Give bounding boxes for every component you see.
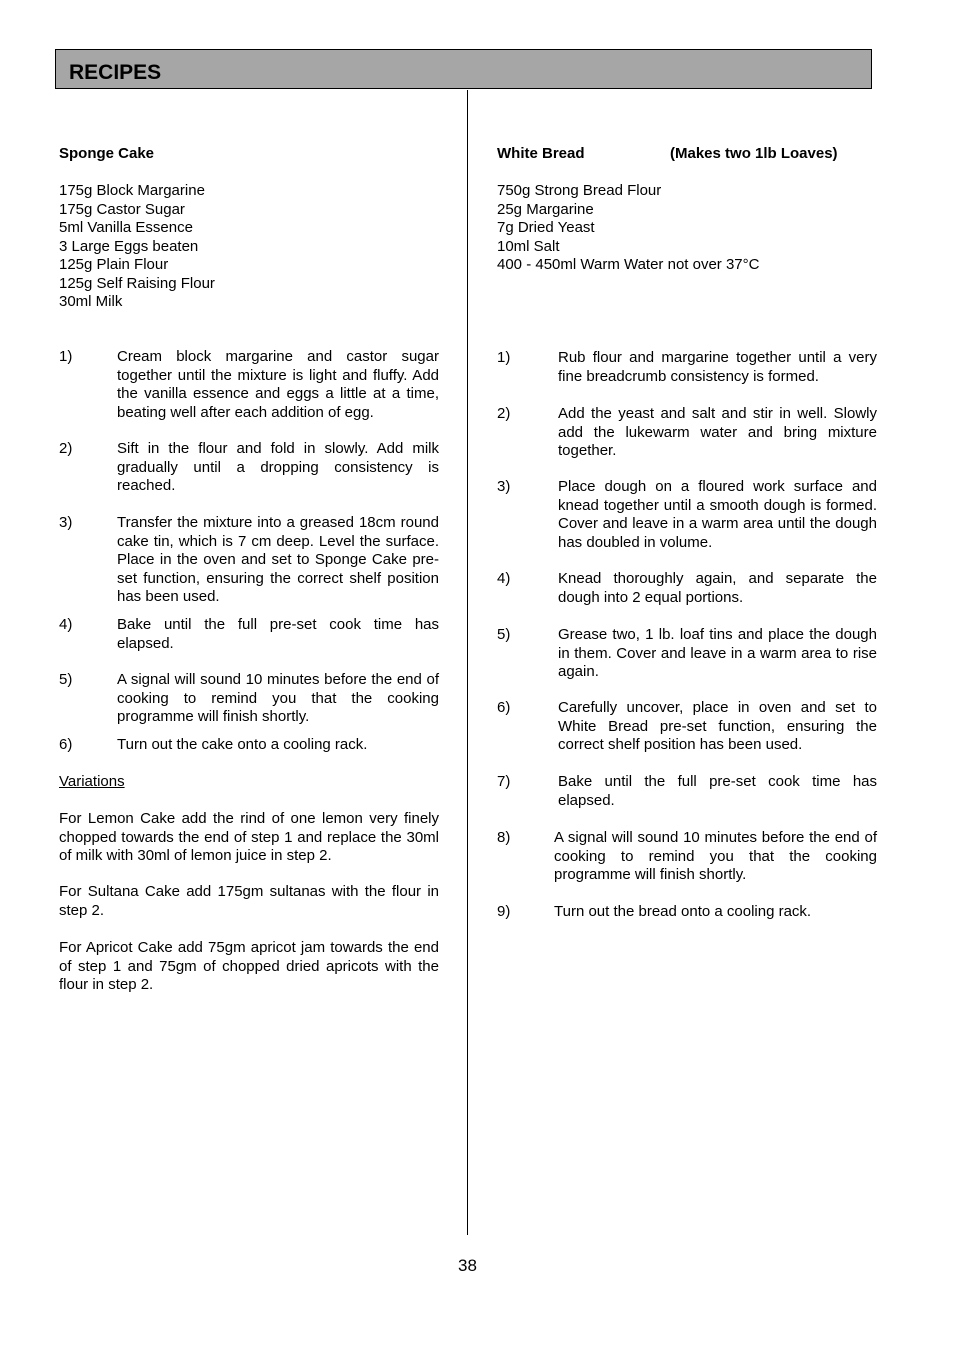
- step-text: Transfer the mixture into a greased 18cm round cake tin, which is 7 cm deep. Level the surface. Place in the oven and set to Sponge Cake pre-set function, ensuring the correct shelf position has been used.: [117, 514, 439, 605]
- ingredient: 125g Plain Flour: [59, 256, 169, 273]
- white-bread-yield: (Makes two 1lb Loaves): [670, 145, 838, 162]
- step-number: 1): [497, 349, 511, 366]
- step-text: Grease two, 1 lb. loaf tins and place the dough in them. Cover and leave in a warm area to rise again.: [558, 626, 877, 680]
- step-text: Turn out the cake onto a cooling rack.: [117, 736, 368, 753]
- step-number: 4): [59, 616, 73, 633]
- variation-paragraph: For Sultana Cake add 175gm sultanas with the flour in step 2.: [59, 883, 439, 919]
- ingredient: 125g Self Raising Flour: [59, 274, 215, 292]
- ingredient: 10ml Salt: [497, 237, 560, 255]
- ingredient: 3 Large Eggs beaten: [59, 237, 199, 255]
- step-text: Add the yeast and salt and stir in well. Slowly add the lukewarm water and bring mixture together.: [558, 405, 877, 459]
- column-divider: [467, 90, 468, 1235]
- step-text: Bake until the full pre-set cook time has elapsed.: [558, 773, 877, 809]
- step-number: 6): [497, 699, 511, 716]
- step-text: Place dough on a floured work surface and knead together until a smooth dough is formed. Cover and leave in a warm area until the dough has doubled in volume.: [558, 478, 877, 551]
- white-bread-ingredients: [497, 182, 759, 275]
- step-number: 7): [497, 773, 511, 790]
- step-number: 3): [497, 478, 511, 495]
- variations-heading: Variations: [59, 773, 125, 790]
- ingredient: 175g Castor Sugar: [59, 200, 185, 218]
- step-text: Sift in the flour and fold in slowly. Add milk gradually until a dropping consistency is reached.: [117, 440, 439, 494]
- step-number: 3): [59, 514, 73, 531]
- step-number: 8): [497, 829, 511, 846]
- step-text: Turn out the bread onto a cooling rack.: [554, 903, 812, 920]
- ingredient: 750g Strong Bread Flour: [497, 182, 662, 199]
- step-text: Knead thoroughly again, and separate the dough into 2 equal portions.: [558, 570, 877, 606]
- step-number: 5): [497, 626, 511, 643]
- step-number: 4): [497, 570, 511, 587]
- sponge-cake-ingredients: [59, 182, 215, 312]
- page-number: 38: [458, 1256, 477, 1275]
- ingredient: 25g Margarine: [497, 200, 594, 218]
- white-bread-title: White Bread: [497, 145, 585, 162]
- step-text: A signal will sound 10 minutes before the end of cooking to remind you that the cooking programme will finish shortly.: [554, 829, 877, 883]
- step-text: A signal will sound 10 minutes before the end of cooking to remind you that the cooking programme will finish shortly.: [117, 671, 439, 725]
- step-number: 2): [59, 440, 73, 457]
- step-number: 6): [59, 736, 73, 753]
- ingredient: 5ml Vanilla Essence: [59, 219, 193, 236]
- step-number: 5): [59, 671, 73, 688]
- step-text: Cream block margarine and castor sugar together until the mixture is light and fluffy. Add the vanilla essence and eggs a little at a time, beating well after each addition of egg.: [117, 348, 439, 421]
- ingredient: 175g Block Margarine: [59, 182, 205, 199]
- ingredient: 400 - 450ml Warm Water not over 37°C: [497, 256, 760, 273]
- page-title: RECIPES: [69, 61, 162, 84]
- step-number: 1): [59, 348, 73, 365]
- step-text: Carefully uncover, place in oven and set to White Bread pre-set function, ensuring the correct shelf position has been used.: [558, 699, 877, 753]
- ingredient: 7g Dried Yeast: [497, 219, 595, 236]
- step-text: Rub flour and margarine together until a very fine breadcrumb consistency is formed.: [558, 349, 877, 385]
- ingredient: 30ml Milk: [59, 293, 123, 310]
- header-bar: [55, 49, 872, 89]
- step-number: 2): [497, 405, 511, 422]
- step-number: 9): [497, 903, 511, 920]
- variation-paragraph: For Lemon Cake add the rind of one lemon very finely chopped towards the end of step 1 and replace the 30ml of milk with 30ml of lemon juice in step 2.: [59, 810, 439, 864]
- sponge-cake-title: Sponge Cake: [59, 145, 155, 162]
- variation-paragraph: For Apricot Cake add 75gm apricot jam towards the end of step 1 and 75gm of chopped dried apricots with the flour in step 2.: [59, 939, 439, 993]
- step-text: Bake until the full pre-set cook time has elapsed.: [117, 616, 439, 652]
